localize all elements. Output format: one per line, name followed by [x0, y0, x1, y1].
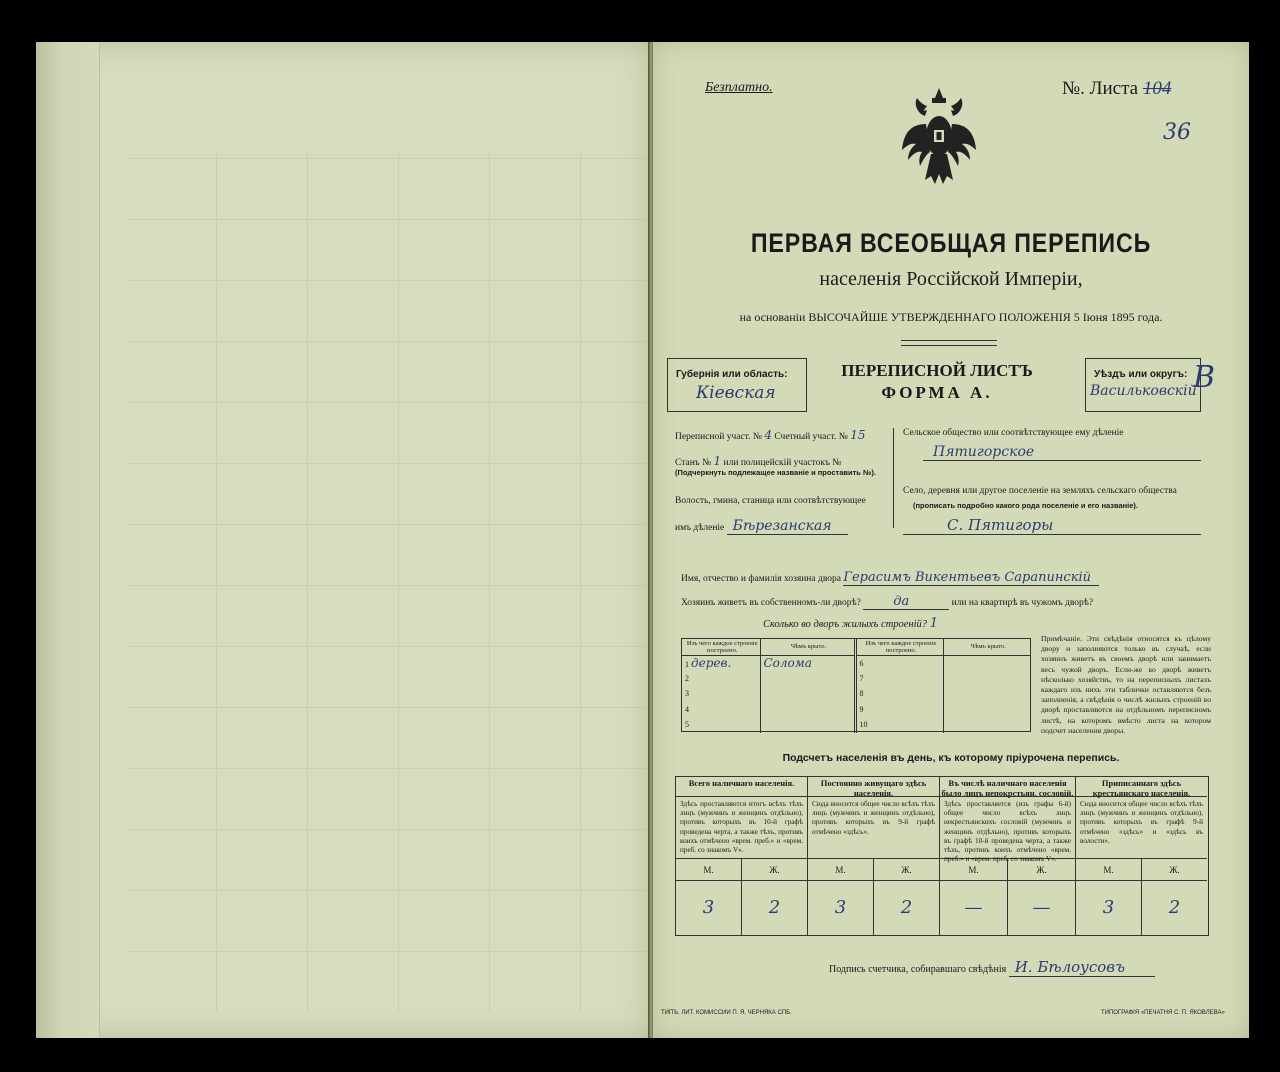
row-cell [943, 671, 1030, 687]
ornament-rule [901, 340, 997, 346]
count-col-values [808, 881, 939, 935]
female-count: — [1032, 897, 1051, 918]
sheet-number-crossed: 104 [1142, 78, 1172, 99]
volost-value: Бѣрезанская [727, 518, 848, 535]
male-label: М. [940, 859, 1008, 880]
count-area-label: Счетный участ. № [774, 432, 848, 442]
buildings-table-head [682, 639, 1030, 655]
residence-field [681, 594, 1093, 609]
count-col-head: Въ числѣ наличнаго населенія было лицъ непокрстьян. сословій. [941, 778, 1074, 798]
district-mark: В [1193, 360, 1216, 395]
count-col-values [1076, 881, 1207, 935]
census-area-value: 4 [764, 428, 772, 442]
male-count: 3 [1076, 881, 1142, 935]
table-row [682, 686, 1030, 702]
province-label: Губернія или область: [676, 369, 788, 380]
male-count: 3 [676, 881, 742, 935]
count-col-desc: Здѣсь проставляется (изъ графы 6-й) общее число всѣхъ лицъ некрестьянскихъ сословій (мужчинъ и женщинъ отдѣльно), противъ которыхъ въ графѣ 10-й проведена черта, а также тѣхъ, противъ коихъ отмѣчено «врем. преб.» и «врем. преб. со знакомъ V». [940, 797, 1075, 859]
female-label: Ж. [1036, 865, 1047, 875]
female-count: 2 [1168, 897, 1181, 918]
female-count: 2 [900, 897, 913, 918]
count-col-total [676, 777, 808, 935]
population-count-table [675, 776, 1209, 936]
sheet-number [1062, 78, 1171, 100]
count-col-mf [1076, 859, 1207, 881]
census-area-label: Переписной участ. № [675, 432, 762, 442]
table-row [682, 655, 1030, 671]
row-cell [682, 655, 760, 671]
count-col-desc: Сюда вносится общее число всѣхъ тѣхъ лицъ (мужчинъ и женщинъ отдѣльно), противъ которыхъ въ 9-й графѣ отмѣчено «здѣсь». [808, 797, 939, 859]
row-cell [760, 671, 855, 687]
census-form-page [653, 42, 1249, 1038]
col-material-2: Изъ чего каждое строеніе построено. [855, 639, 943, 655]
stan-rest: или полицейскій участокъ № [723, 458, 842, 468]
count-col-mf [808, 859, 939, 881]
district-label: Уѣздъ или округъ: [1094, 369, 1188, 380]
form-basis: на основаніи ВЫСОЧАЙШЕ УТВЕРЖДЕННАГО ПОЛОЖЕНІЯ 5 Іюня 1895 года. [739, 310, 1163, 324]
left-page-edge [36, 42, 100, 1038]
society-value: Пятигорское [923, 444, 1201, 461]
buildings-note: Примѣчаніе. Эти свѣдѣнія относятся къ цѣлому двору и заполняются только въ случаѣ, если хозяинъ живетъ въ своемъ дворѣ или занимаетъ весь чужой дворъ. Если-же во дворѣ живетъ нѣсколько хозяйствъ, то на переписныхъ листахъ каждаго изъ нихъ эти таблички оставляются безъ заполненія, а свѣдѣнія о числѣ жилыхъ строеній во дворѣ проставляются на отдѣльномъ переписномъ листѣ, на которомъ вмѣсто листа на котором подсчет населения дворы. [1041, 634, 1211, 735]
sheet-number-new: 36 [1163, 120, 1191, 145]
stan-field [675, 454, 841, 468]
row-cell [943, 702, 1030, 718]
form-title: ПЕРВАЯ ВСЕОБЩАЯ ПЕРЕПИСЬ [750, 228, 1152, 258]
row-cell: 2 [682, 671, 760, 687]
signature-value: И. Бѣлоусовъ [1009, 958, 1155, 977]
owner-field [681, 570, 1099, 585]
row-cell: 9 [855, 702, 943, 718]
population-count-title: Подсчетъ населенія въ день, къ которому пріурочена перепись. [782, 752, 1120, 764]
row-material: дерев. [691, 656, 732, 670]
row-cell: 7 [855, 671, 943, 687]
signature-field [829, 958, 1155, 976]
male-count: — [940, 881, 1008, 935]
village-label: Село, деревня или другое поселеніе на земляхъ сельскаго общества [903, 486, 1177, 496]
sheet-label: №. Листа [1062, 78, 1139, 99]
free-label: Безплатно. [705, 80, 773, 95]
census-area-field [675, 428, 865, 442]
male-label: М. [808, 859, 874, 880]
table-row [682, 717, 1030, 733]
row-cell [943, 717, 1030, 733]
col-roof-2: Чѣмъ крыто. [943, 639, 1030, 655]
field-separator [893, 428, 894, 528]
district-value: Васильковскій [1090, 383, 1197, 399]
count-area-value: 15 [850, 428, 866, 442]
female-label: Ж. [769, 865, 780, 875]
buildings-label: Сколько во дворъ жилыхъ строеній? [763, 619, 928, 630]
table-row [682, 671, 1030, 687]
male-label: М. [1076, 859, 1142, 880]
col-roof: Чѣмъ крыто. [760, 639, 855, 655]
count-col-desc: Здѣсь проставляются итогъ всѣхъ тѣхъ лицъ (мужчинъ и женщинъ отдѣльно), противъ которыхъ въ 10-й графѣ проведена черта, а также тѣхъ, противъ коихъ отмѣчено «врем. преб.» и «врем. преб. со знакомъ V». [676, 797, 807, 859]
residence-rest: или на квартирѣ въ чужомъ дворѣ? [951, 598, 1094, 608]
signature-label: Подпись счетчика, собиравшаго свѣдѣнія [829, 964, 1007, 975]
village-hint: (прописать подробно какого рода поселеніе и его названіе). [913, 501, 1139, 510]
form-subtitle: населенія Россійской Имперіи, [819, 268, 1083, 290]
row-cell [943, 655, 1030, 671]
row-roof-value: Солома [763, 656, 812, 670]
stan-label: Станъ № [675, 458, 712, 468]
double-headed-eagle-emblem [899, 84, 979, 214]
volost-label2: имъ дѣленіе [675, 523, 725, 533]
row-cell: 3 [682, 686, 760, 702]
count-col-head: Всего наличнаго населенія. [676, 777, 807, 797]
province-value: Кіевская [696, 383, 776, 403]
female-label: Ж. [901, 865, 912, 875]
row-cell: 10 [855, 717, 943, 733]
row-cell: 5 [682, 717, 760, 733]
count-col-mf [676, 859, 807, 881]
residence-value: да [863, 594, 949, 610]
row-cell: 8 [855, 686, 943, 702]
male-label: М. [676, 859, 742, 880]
printer-imprint-left: ТИПЪ. ЛИТ. КОМИССИИ П. Я. ЧЕРНЯКА СПБ. [661, 1010, 792, 1016]
count-col-permanent [808, 777, 940, 935]
volost-field [675, 518, 848, 534]
row-cell: 6 [855, 655, 943, 671]
buildings-field [763, 616, 938, 631]
row-cell [760, 717, 855, 733]
count-col-registered [1076, 777, 1207, 935]
stan-value: 1 [713, 454, 722, 468]
form-name-line1: ПЕРЕПИСНОЙ ЛИСТЪ [841, 361, 1033, 380]
bleed-through-grid [126, 152, 646, 1012]
buildings-value: 1 [929, 616, 938, 631]
volost-label: Волость, гмина, станица или соотвѣтствующее [675, 496, 866, 506]
count-col-desc: Сюда вносится общее число всѣхъ тѣхъ лицъ (мужчинъ и женщинъ отдѣльно), противъ которыхъ въ графѣ 9-й отмѣчено «здѣсь» и «здѣсь въ волости». [1076, 797, 1207, 859]
count-col-head: Постоянно живущаго здѣсь населенія. [808, 777, 939, 797]
form-name-line2: ФОРМА А. [881, 383, 993, 402]
female-label: Ж. [1169, 865, 1180, 875]
row-cell [943, 686, 1030, 702]
printer-imprint-right: ТИПОГРАФІЯ «ПЕЧАТНЯ С. П. ЯКОВЛЕВА» [1101, 1010, 1225, 1016]
row-cell [760, 686, 855, 702]
row-number: 1 [685, 660, 689, 669]
owner-label: Имя, отчество и фамилія хозяина двора [681, 574, 841, 584]
row-roof [760, 655, 855, 671]
district-box [1085, 358, 1201, 412]
buildings-table [681, 638, 1031, 732]
female-count: 2 [768, 897, 781, 918]
count-col-nonpeasant [940, 777, 1076, 935]
left-blank-page [36, 42, 650, 1038]
count-col-head: Приписаннаго здѣсь крестьянскаго населенія. [1076, 777, 1207, 797]
province-box [667, 358, 807, 412]
table-row [682, 702, 1030, 718]
count-col-values [676, 881, 807, 935]
row-cell: 4 [682, 702, 760, 718]
form-name [811, 360, 1063, 404]
society-label: Сельское общество или соотвѣтствующее ему дѣленіе [903, 428, 1124, 438]
count-col-values [940, 881, 1075, 935]
row-cell [760, 702, 855, 718]
residence-label: Хозяинъ живетъ въ собственномъ-ли дворѣ? [681, 598, 861, 608]
male-count: 3 [808, 881, 874, 935]
count-col-mf [940, 859, 1075, 881]
col-material: Изъ чего каждое строеніе построено. [682, 639, 760, 655]
stan-hint: (Подчеркнуть подлежащее названіе и проставить №). [675, 468, 876, 477]
village-value: С. Пятигоры [903, 516, 1201, 535]
owner-value: Герасимъ Викентьевъ Сарапинскій [843, 570, 1099, 586]
